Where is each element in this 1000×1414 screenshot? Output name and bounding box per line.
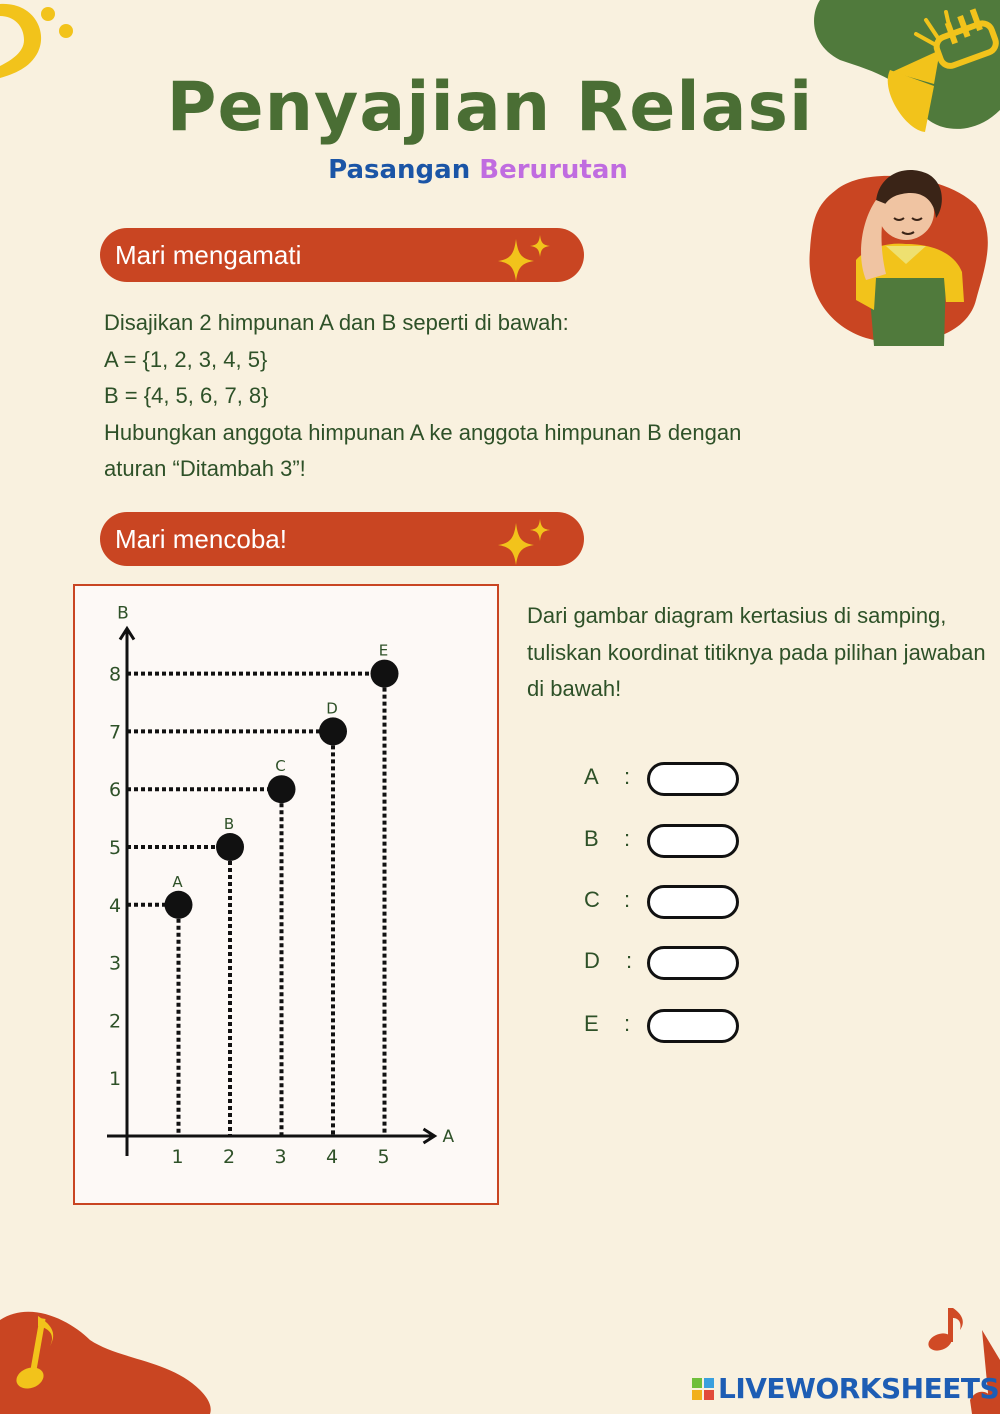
point-label: A — [172, 872, 183, 891]
answer-input-e[interactable] — [647, 1009, 739, 1043]
problem-line: aturan “Ditambah 3”! — [104, 456, 306, 481]
y-tick-label: 6 — [108, 779, 122, 802]
answer-input-c[interactable] — [647, 885, 739, 919]
x-tick-label: 4 — [325, 1146, 339, 1168]
subtitle-part-2: Berurutan — [479, 155, 628, 185]
point-label: E — [378, 641, 389, 660]
data-point — [268, 775, 296, 803]
y-tick-label: 1 — [108, 1068, 122, 1091]
liveworksheets-logo-icon — [692, 1378, 716, 1402]
data-point — [371, 660, 399, 688]
data-point — [165, 891, 193, 919]
problem-line: Disajikan 2 himpunan A dan B seperti di bawah: — [104, 310, 569, 335]
instruction-text: Dari gambar diagram kertasius di samping, tuliskan koordinat titiknya pada pilihan jawaban di bawah! — [527, 603, 986, 701]
section-banner-try — [100, 512, 584, 566]
y-axis-label: B — [117, 603, 129, 624]
liveworksheets-brand: LIVEWORKSHEETS — [718, 1372, 1000, 1405]
data-point — [216, 833, 244, 861]
y-tick-label: 2 — [108, 1010, 122, 1033]
music-note-decoration — [0, 1300, 220, 1414]
sparkle-icon — [498, 517, 554, 565]
cartesian-chart — [75, 586, 497, 1203]
data-point — [319, 717, 347, 745]
answer-label: A — [584, 764, 599, 789]
answer-input-d[interactable] — [647, 946, 739, 980]
sparkle-icon — [498, 233, 554, 281]
problem-statement — [104, 305, 864, 488]
answer-colon: : — [626, 948, 633, 973]
answer-label: D — [584, 948, 600, 973]
point-label: B — [223, 815, 235, 833]
y-tick-label: 8 — [108, 663, 122, 686]
point-label: D — [326, 699, 338, 718]
music-note-icon — [926, 1308, 963, 1354]
x-tick-label: 5 — [377, 1146, 390, 1168]
chart-frame — [73, 584, 499, 1205]
y-tick-label: 5 — [108, 837, 122, 859]
section-label-observe: Mari mengamati — [115, 240, 302, 270]
y-tick-label: 3 — [108, 952, 122, 975]
y-tick-label: 7 — [108, 721, 122, 744]
answer-input-b[interactable] — [647, 824, 739, 858]
problem-line: Hubungkan anggota himpunan A ke anggota himpunan B dengan — [104, 419, 742, 445]
x-tick-label: 2 — [222, 1146, 236, 1168]
x-tick-label: 3 — [274, 1146, 287, 1168]
x-axis-label: A — [442, 1127, 455, 1147]
answer-colon: : — [624, 764, 631, 789]
answer-input-a[interactable] — [647, 762, 739, 796]
answer-label: C — [584, 887, 600, 912]
answer-label: B — [584, 826, 599, 851]
x-tick-label: 1 — [171, 1146, 184, 1168]
set-a-definition: A = {1, 2, 3, 4, 5} — [104, 346, 268, 372]
answer-label: E — [584, 1011, 599, 1036]
section-label-try: Mari mencoba! — [115, 524, 287, 554]
y-tick-label: 4 — [108, 894, 122, 917]
subtitle-part-1: Pasangan — [328, 155, 471, 185]
answer-colon: : — [624, 887, 631, 912]
section-banner-observe — [100, 228, 584, 282]
point-label: C — [275, 757, 286, 776]
set-b-definition: B = {4, 5, 6, 7, 8} — [104, 383, 269, 408]
page-title: Penyajian Relasi — [166, 68, 814, 147]
answer-colon: : — [624, 1011, 631, 1036]
answer-colon: : — [624, 826, 631, 851]
